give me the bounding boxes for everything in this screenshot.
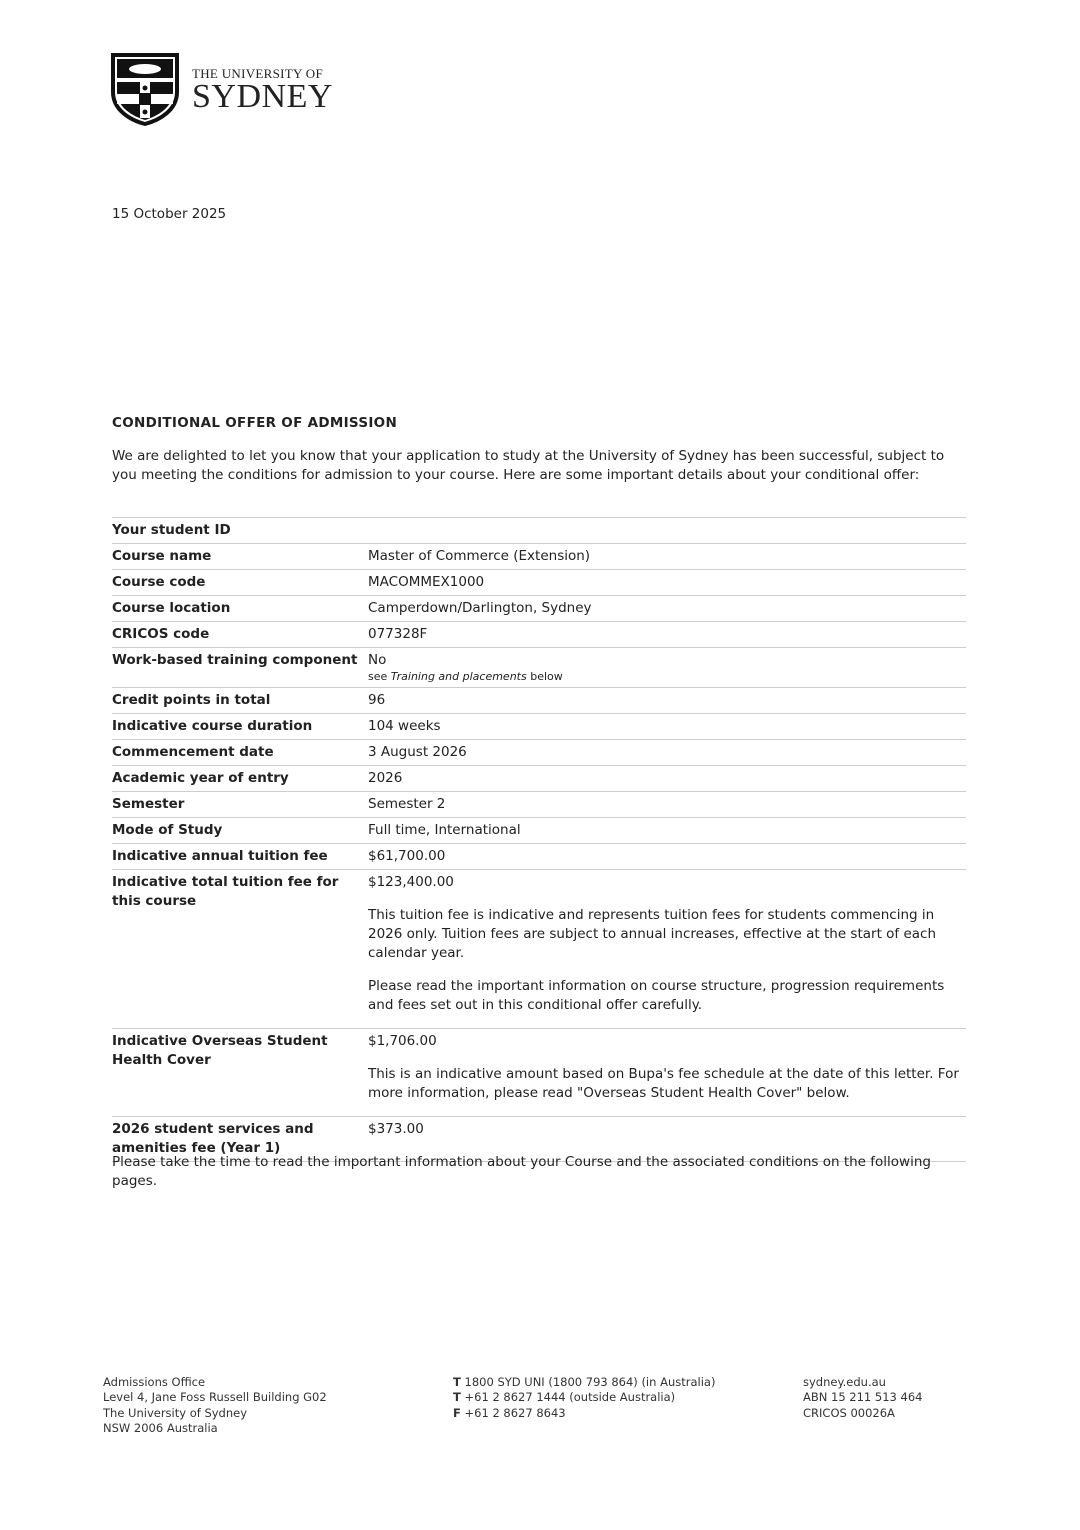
row-label: 2026 student services and amenities fee (Year 1)	[112, 1117, 368, 1162]
row-value: 2026	[368, 770, 403, 786]
row-value-cell	[368, 792, 966, 818]
footer-address	[103, 1375, 327, 1436]
phone-line	[453, 1390, 715, 1405]
footer-phones	[453, 1375, 715, 1421]
row-value-cell	[368, 570, 966, 596]
address-line: NSW 2006 Australia	[103, 1420, 218, 1435]
university-logo	[110, 52, 333, 126]
row-label: Course name	[112, 544, 368, 570]
phone-number: +61 2 8627 1444 (outside Australia)	[464, 1390, 676, 1405]
row-label: Commencement date	[112, 740, 368, 766]
table-row	[112, 544, 966, 570]
row-value: 3 August 2026	[368, 744, 467, 760]
row-value: $61,700.00	[368, 848, 446, 864]
table-row	[112, 714, 966, 740]
row-value: $123,400.00	[368, 874, 454, 890]
row-value-cell	[368, 622, 966, 648]
letter-title: CONDITIONAL OFFER OF ADMISSION	[112, 415, 398, 431]
phone-prefix: T	[453, 1375, 461, 1389]
letter-date: 15 October 2025	[112, 206, 227, 222]
table-row	[112, 518, 966, 544]
row-explanation: This tuition fee is indicative and represents tuition fees for students commencing in 2026 only. Tuition fees are subject to annual increases, effective at the start of each calendar year.	[368, 907, 937, 961]
row-value: Full time, International	[368, 822, 521, 838]
row-value: 96	[368, 692, 386, 708]
fax-prefix: F	[453, 1405, 461, 1420]
row-label: Indicative annual tuition fee	[112, 844, 368, 870]
row-note: see Training and placements below	[368, 670, 563, 683]
row-label: Your student ID	[112, 518, 368, 544]
table-row	[112, 648, 966, 688]
row-value: $1,706.00	[368, 1033, 437, 1049]
row-label: Indicative course duration	[112, 714, 368, 740]
abn: ABN 15 211 513 464	[803, 1390, 923, 1405]
row-label: Indicative total tuition fee for this course	[112, 870, 368, 1029]
table-row	[112, 792, 966, 818]
table-row	[112, 766, 966, 792]
address-line: Level 4, Jane Foss Russell Building G02	[103, 1390, 327, 1405]
row-value-cell	[368, 818, 966, 844]
address-line: The University of Sydney	[103, 1405, 248, 1420]
table-row	[112, 844, 966, 870]
table-row	[112, 596, 966, 622]
phone-line	[453, 1375, 715, 1390]
cricos: CRICOS 00026A	[803, 1405, 895, 1420]
logo-line2: SYDNEY	[192, 78, 333, 115]
row-value: MACOMMEX1000	[368, 574, 485, 590]
row-explanation: This is an indicative amount based on Bupa's fee schedule at the date of this letter. For more information, please read "Overseas Student Health Cover" below.	[368, 1066, 959, 1101]
website: sydney.edu.au	[803, 1375, 886, 1389]
row-label: Credit points in total	[112, 688, 368, 714]
row-label: Mode of Study	[112, 818, 368, 844]
row-value-cell	[368, 714, 966, 740]
row-value-cell	[368, 766, 966, 792]
table-row	[112, 1029, 966, 1117]
row-value-cell	[368, 1029, 966, 1117]
row-value-cell	[368, 648, 966, 688]
table-row	[112, 818, 966, 844]
row-value: Master of Commerce (Extension)	[368, 548, 591, 564]
row-value-cell	[368, 544, 966, 570]
table-row	[112, 570, 966, 596]
row-value: Camperdown/Darlington, Sydney	[368, 600, 592, 616]
row-value: 104 weeks	[368, 718, 441, 734]
row-value-cell	[368, 518, 966, 544]
footer-web	[803, 1375, 922, 1421]
table-row	[112, 740, 966, 766]
table-row	[112, 622, 966, 648]
crest-icon	[110, 52, 180, 126]
intro-paragraph: We are delighted to let you know that your application to study at the University of Sydney has been successful, subject to you meeting the conditions for admission to your course. Here are some important details about your conditional offer:	[112, 448, 945, 483]
row-value-cell	[368, 844, 966, 870]
row-value: $373.00	[368, 1121, 424, 1137]
phone-number: 1800 SYD UNI (1800 793 864) (in Australia)	[464, 1375, 716, 1389]
table-row	[112, 688, 966, 714]
row-label: CRICOS code	[112, 622, 368, 648]
row-label: Work-based training component	[112, 648, 368, 688]
address-line: Admissions Office	[103, 1375, 206, 1389]
row-value-cell	[368, 596, 966, 622]
row-value-cell	[368, 688, 966, 714]
row-label: Academic year of entry	[112, 766, 368, 792]
table-row	[112, 870, 966, 1029]
row-value: Semester 2	[368, 796, 446, 812]
row-label: Course code	[112, 570, 368, 596]
row-explanation: Please read the important information on course structure, progression requirements and fees set out in this conditional offer carefully.	[368, 978, 945, 1013]
fax-number: +61 2 8627 8643	[464, 1405, 566, 1420]
row-label: Indicative Overseas Student Health Cover	[112, 1029, 368, 1117]
row-label: Semester	[112, 792, 368, 818]
row-value-cell	[368, 870, 966, 1029]
closing-paragraph: Please take the time to read the important information about your Course and the associated conditions on the following pages.	[112, 1154, 931, 1189]
row-value: No	[368, 652, 387, 668]
row-label: Course location	[112, 596, 368, 622]
fax-line	[453, 1406, 715, 1421]
row-value: 077328F	[368, 626, 428, 642]
phone-prefix: T	[453, 1390, 461, 1405]
row-value-cell	[368, 740, 966, 766]
offer-details-table	[112, 517, 966, 1162]
logo-line1: THE UNIVERSITY OF	[192, 66, 323, 81]
